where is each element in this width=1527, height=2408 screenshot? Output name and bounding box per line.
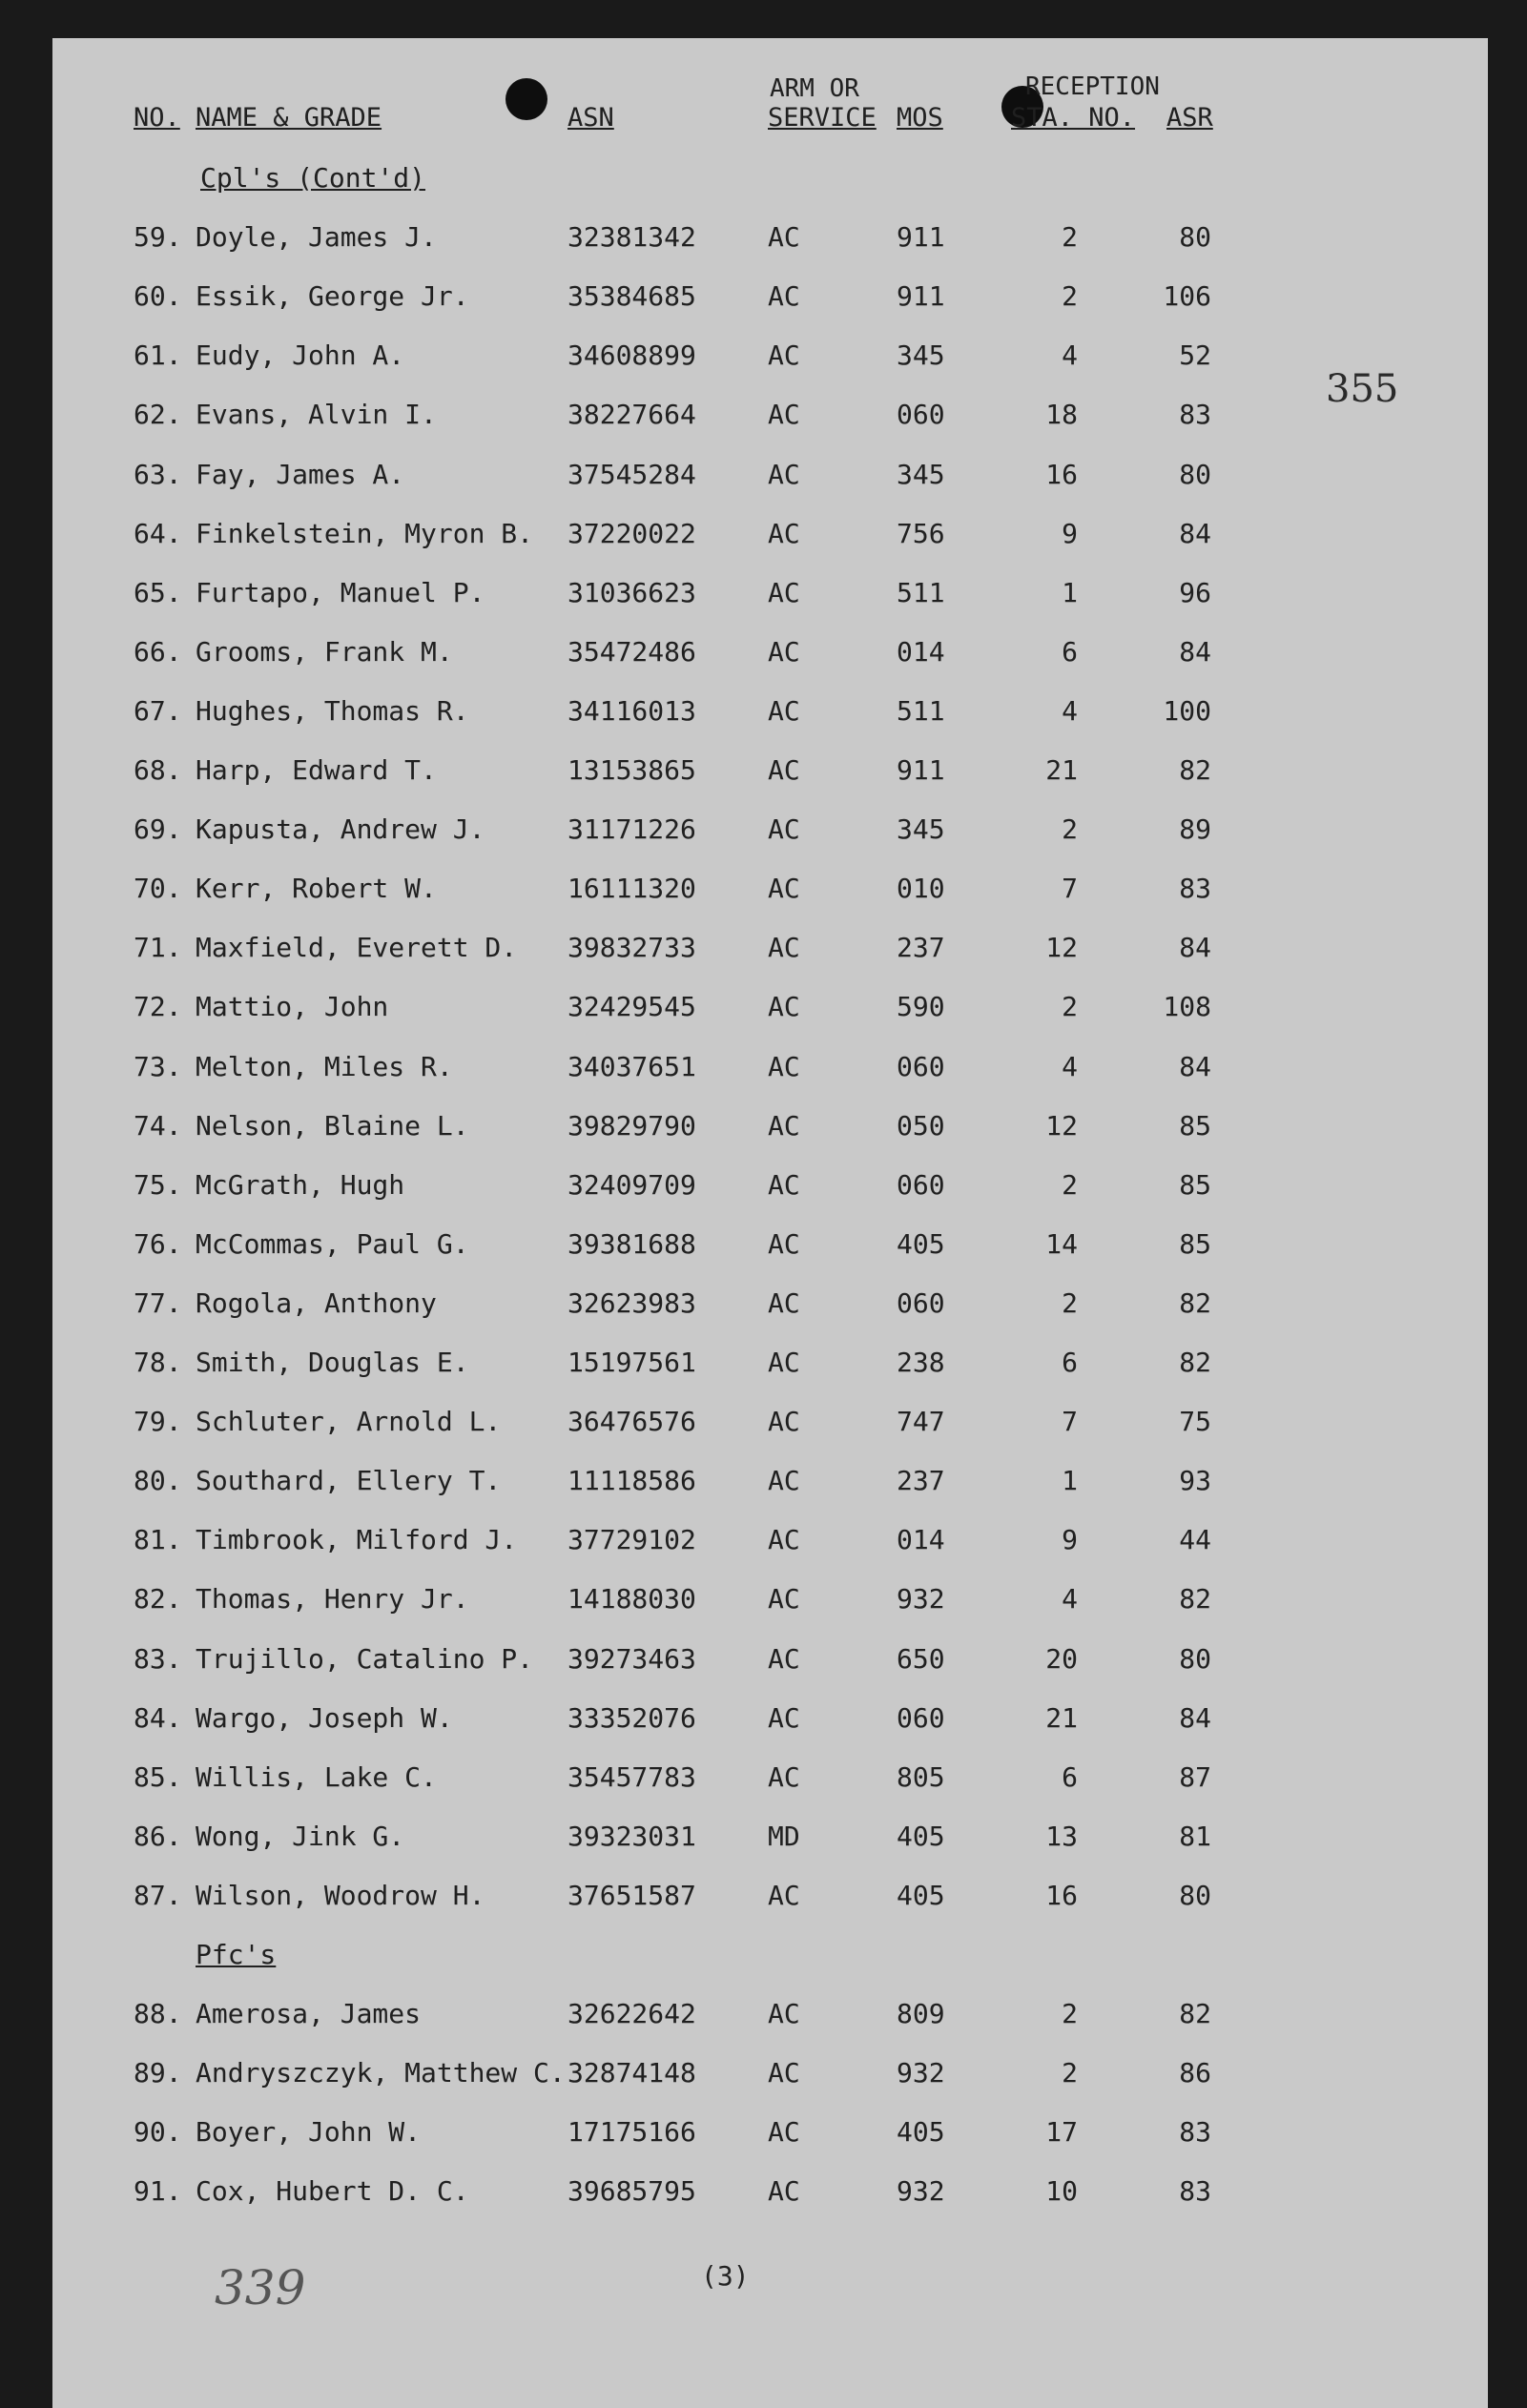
row-asn: 37545284 [567, 458, 696, 490]
row-asr: 85 [1179, 1109, 1211, 1142]
row-asr: 80 [1179, 458, 1211, 490]
row-asn: 15197561 [567, 1347, 696, 1378]
row-arm: AC [768, 1406, 800, 1438]
row-asr: 82 [1179, 1286, 1211, 1319]
row-name: Grooms, Frank M. [196, 635, 453, 668]
row-arm: AC [768, 1583, 800, 1616]
row-sta: 14 [1045, 1227, 1078, 1260]
row-arm: AC [768, 1465, 800, 1497]
row-name: Eudy, John A. [196, 340, 405, 372]
row-asr: 96 [1179, 576, 1211, 608]
row-name: Maxfield, Everett D. [196, 932, 518, 964]
row-mos: 809 [897, 1998, 945, 2030]
row-sta: 1 [1062, 1465, 1078, 1497]
row-mos: 237 [897, 1465, 945, 1497]
row-asn: 34116013 [567, 694, 696, 727]
row-no: 63. [134, 458, 182, 490]
row-sta: 4 [1062, 1583, 1078, 1616]
row-sta: 21 [1045, 754, 1078, 786]
row-mos: 405 [897, 1879, 945, 1911]
row-asn: 32381342 [567, 221, 696, 254]
row-arm: AC [768, 340, 800, 372]
row-name: Kapusta, Andrew J. [196, 813, 485, 846]
row-mos: 238 [897, 1347, 945, 1378]
row-no: 66. [134, 635, 182, 668]
row-sta: 12 [1045, 932, 1078, 964]
row-mos: 060 [897, 1050, 945, 1082]
row-asr: 80 [1179, 221, 1211, 254]
row-sta: 13 [1045, 1820, 1078, 1852]
row-arm: AC [768, 576, 800, 608]
row-arm: AC [768, 1109, 800, 1142]
row-sta: 20 [1045, 1642, 1078, 1675]
row-name: Amerosa, James [196, 1998, 422, 2030]
row-arm: AC [768, 517, 800, 549]
row-sta: 2 [1062, 1998, 1078, 2030]
row-asn: 31171226 [567, 813, 696, 846]
row-asn: 35457783 [567, 1760, 696, 1793]
row-arm: AC [768, 221, 800, 254]
row-name: Hughes, Thomas R. [196, 694, 469, 727]
row-no: 90. [134, 2116, 182, 2149]
row-arm: AC [768, 754, 800, 786]
row-mos: 014 [897, 1524, 945, 1556]
row-mos: 932 [897, 1583, 945, 1616]
row-no: 60. [134, 280, 182, 313]
row-asr: 85 [1179, 1168, 1211, 1201]
row-asr: 89 [1179, 813, 1211, 846]
header-sta-no: STA. NO. [1011, 103, 1136, 133]
row-no: 65. [134, 576, 182, 608]
row-sta: 17 [1045, 2116, 1078, 2149]
row-asr: 84 [1179, 1050, 1211, 1082]
row-no: 91. [134, 2175, 182, 2208]
row-asn: 14188030 [567, 1583, 696, 1616]
side-number: 355 [1326, 367, 1399, 411]
row-no: 79. [134, 1406, 182, 1438]
row-sta: 2 [1062, 221, 1078, 254]
row-no: 75. [134, 1168, 182, 1201]
row-mos: 060 [897, 1286, 945, 1319]
row-asr: 83 [1179, 2175, 1211, 2208]
row-asn: 32874148 [567, 2057, 696, 2089]
row-asn: 37220022 [567, 517, 696, 549]
row-asn: 39685795 [567, 2175, 696, 2208]
row-sta: 4 [1062, 694, 1078, 727]
row-asn: 13153865 [567, 754, 696, 786]
row-no: 76. [134, 1227, 182, 1260]
row-sta: 4 [1062, 340, 1078, 372]
row-name: Timbrook, Milford J. [196, 1524, 518, 1556]
row-name: Nelson, Blaine L. [196, 1109, 469, 1142]
row-mos: 590 [897, 991, 945, 1023]
row-asr: 81 [1179, 1820, 1211, 1852]
row-asn: 39832733 [567, 932, 696, 964]
row-asn: 17175166 [567, 2116, 696, 2149]
row-no: 67. [134, 694, 182, 727]
row-name: Wilson, Woodrow H. [196, 1879, 485, 1911]
row-name: Kerr, Robert W. [196, 873, 437, 905]
row-mos: 345 [897, 458, 945, 490]
row-asr: 80 [1179, 1879, 1211, 1911]
row-sta: 21 [1045, 1701, 1078, 1734]
row-asr: 44 [1179, 1524, 1211, 1556]
row-asr: 83 [1179, 873, 1211, 905]
row-asr: 83 [1179, 2116, 1211, 2149]
row-no: 68. [134, 754, 182, 786]
row-mos: 932 [897, 2057, 945, 2089]
row-name: Evans, Alvin I. [196, 399, 437, 431]
row-mos: 932 [897, 2175, 945, 2208]
row-mos: 060 [897, 1168, 945, 1201]
row-mos: 911 [897, 221, 945, 254]
row-name: Thomas, Henry Jr. [196, 1583, 469, 1616]
section-title: Pfc's [196, 1939, 277, 1970]
row-asr: 100 [1163, 694, 1211, 727]
row-mos: 747 [897, 1406, 945, 1438]
row-asr: 83 [1179, 399, 1211, 431]
row-arm: AC [768, 1642, 800, 1675]
row-sta: 7 [1062, 873, 1078, 905]
row-name: Wargo, Joseph W. [196, 1701, 453, 1734]
header-asr: ASR [1166, 103, 1213, 133]
row-arm: AC [768, 2057, 800, 2089]
row-no: 86. [134, 1820, 182, 1852]
row-asr: 87 [1179, 1760, 1211, 1793]
row-mos: 911 [897, 754, 945, 786]
row-no: 81. [134, 1524, 182, 1556]
row-arm: AC [768, 458, 800, 490]
row-no: 77. [134, 1286, 182, 1319]
row-no: 80. [134, 1465, 182, 1497]
row-no: 62. [134, 399, 182, 431]
row-asr: 82 [1179, 754, 1211, 786]
row-name: Doyle, James J. [196, 221, 437, 254]
row-asr: 84 [1179, 932, 1211, 964]
row-no: 85. [134, 1760, 182, 1793]
row-no: 64. [134, 517, 182, 549]
row-arm: AC [768, 1760, 800, 1793]
section-title: Cpl's (Cont'd) [200, 162, 426, 194]
row-mos: 911 [897, 280, 945, 313]
row-no: 59. [134, 221, 182, 254]
row-sta: 18 [1045, 399, 1078, 431]
row-mos: 405 [897, 1820, 945, 1852]
row-sta: 10 [1045, 2175, 1078, 2208]
row-asn: 33352076 [567, 1701, 696, 1734]
row-mos: 345 [897, 340, 945, 372]
row-name: Fay, James A. [196, 458, 405, 490]
row-asr: 75 [1179, 1406, 1211, 1438]
row-asr: 86 [1179, 2057, 1211, 2089]
header-no: NO. [134, 103, 180, 133]
row-no: 61. [134, 340, 182, 372]
row-asn: 32623983 [567, 1286, 696, 1319]
row-asn: 32429545 [567, 991, 696, 1023]
row-asn: 34608899 [567, 340, 696, 372]
row-arm: AC [768, 2175, 800, 2208]
row-no: 73. [134, 1050, 182, 1082]
row-mos: 405 [897, 2116, 945, 2149]
row-name: Schluter, Arnold L. [196, 1406, 502, 1438]
row-arm: AC [768, 1347, 800, 1378]
row-arm: AC [768, 1286, 800, 1319]
row-asn: 32622642 [567, 1998, 696, 2030]
row-arm: AC [768, 991, 800, 1023]
row-name: Melton, Miles R. [196, 1050, 453, 1082]
row-asn: 32409709 [567, 1168, 696, 1201]
row-name: Boyer, John W. [196, 2116, 422, 2149]
row-asn: 37651587 [567, 1879, 696, 1911]
row-arm: AC [768, 280, 800, 313]
row-name: Cox, Hubert D. C. [196, 2175, 469, 2208]
row-asn: 38227664 [567, 399, 696, 431]
row-no: 88. [134, 1998, 182, 2030]
header-name-grade: NAME & GRADE [196, 103, 382, 133]
row-no: 71. [134, 932, 182, 964]
row-mos: 345 [897, 813, 945, 846]
row-mos: 050 [897, 1109, 945, 1142]
row-mos: 805 [897, 1760, 945, 1793]
row-name: Southard, Ellery T. [196, 1465, 502, 1497]
row-sta: 16 [1045, 1879, 1078, 1911]
punch-hole [506, 78, 547, 120]
row-arm: AC [768, 873, 800, 905]
row-name: Andryszczyk, Matthew C. [196, 2057, 566, 2089]
row-sta: 6 [1062, 635, 1078, 668]
row-sta: 1 [1062, 576, 1078, 608]
row-asr: 82 [1179, 1998, 1211, 2030]
row-arm: MD [768, 1820, 800, 1852]
row-arm: AC [768, 1998, 800, 2030]
handwritten-number: 339 [215, 2260, 306, 2315]
row-sta: 2 [1062, 1286, 1078, 1319]
row-no: 82. [134, 1583, 182, 1616]
row-no: 83. [134, 1642, 182, 1675]
row-asn: 39829790 [567, 1109, 696, 1142]
row-asr: 52 [1179, 340, 1211, 372]
row-sta: 6 [1062, 1347, 1078, 1378]
row-asn: 36476576 [567, 1406, 696, 1438]
row-no: 84. [134, 1701, 182, 1734]
row-arm: AC [768, 1050, 800, 1082]
row-name: Rogola, Anthony [196, 1286, 437, 1319]
row-sta: 2 [1062, 991, 1078, 1023]
row-sta: 2 [1062, 2057, 1078, 2089]
row-no: 74. [134, 1109, 182, 1142]
row-arm: AC [768, 813, 800, 846]
document-page [52, 38, 1488, 2408]
row-asr: 84 [1179, 1701, 1211, 1734]
row-no: 89. [134, 2057, 182, 2089]
row-arm: AC [768, 1168, 800, 1201]
row-name: Mattio, John [196, 991, 389, 1023]
row-arm: AC [768, 1524, 800, 1556]
row-sta: 16 [1045, 458, 1078, 490]
row-asn: 34037651 [567, 1050, 696, 1082]
row-sta: 4 [1062, 1050, 1078, 1082]
row-asn: 39273463 [567, 1642, 696, 1675]
row-asr: 106 [1163, 280, 1211, 313]
row-sta: 9 [1062, 1524, 1078, 1556]
row-arm: AC [768, 1701, 800, 1734]
row-asn: 39381688 [567, 1227, 696, 1260]
row-sta: 2 [1062, 813, 1078, 846]
row-asr: 84 [1179, 517, 1211, 549]
row-mos: 060 [897, 1701, 945, 1734]
row-name: Willis, Lake C. [196, 1760, 437, 1793]
row-arm: AC [768, 1879, 800, 1911]
row-name: Wong, Jink G. [196, 1820, 405, 1852]
row-asn: 35472486 [567, 635, 696, 668]
row-sta: 6 [1062, 1760, 1078, 1793]
row-arm: AC [768, 2116, 800, 2149]
row-no: 72. [134, 991, 182, 1023]
row-sta: 7 [1062, 1406, 1078, 1438]
row-name: Essik, George Jr. [196, 280, 469, 313]
row-sta: 9 [1062, 517, 1078, 549]
row-arm: AC [768, 1227, 800, 1260]
row-asn: 11118586 [567, 1465, 696, 1497]
header-mos: MOS [897, 103, 943, 133]
row-mos: 650 [897, 1642, 945, 1675]
row-mos: 060 [897, 399, 945, 431]
row-mos: 014 [897, 635, 945, 668]
row-arm: AC [768, 635, 800, 668]
row-name: Furtapo, Manuel P. [196, 576, 485, 608]
row-no: 69. [134, 813, 182, 846]
header-reception: RECEPTION [1025, 72, 1160, 101]
header-arm-line1: ARM OR [770, 74, 859, 103]
row-mos: 237 [897, 932, 945, 964]
row-sta: 2 [1062, 1168, 1078, 1201]
row-sta: 2 [1062, 280, 1078, 313]
row-no: 70. [134, 873, 182, 905]
row-name: McCommas, Paul G. [196, 1227, 469, 1260]
row-asn: 16111320 [567, 873, 696, 905]
row-name: Trujillo, Catalino P. [196, 1642, 534, 1675]
row-mos: 405 [897, 1227, 945, 1260]
header-asn: ASN [567, 103, 614, 133]
row-no: 87. [134, 1879, 182, 1911]
page-number: (3) [701, 2260, 750, 2292]
row-mos: 511 [897, 576, 945, 608]
row-asr: 82 [1179, 1347, 1211, 1378]
row-asn: 39323031 [567, 1820, 696, 1852]
row-name: Smith, Douglas E. [196, 1347, 469, 1378]
row-asr: 84 [1179, 635, 1211, 668]
row-asr: 80 [1179, 1642, 1211, 1675]
row-arm: AC [768, 932, 800, 964]
row-name: McGrath, Hugh [196, 1168, 405, 1201]
row-mos: 010 [897, 873, 945, 905]
row-sta: 12 [1045, 1109, 1078, 1142]
row-name: Harp, Edward T. [196, 754, 437, 786]
row-asr: 108 [1163, 991, 1211, 1023]
row-no: 78. [134, 1347, 182, 1378]
row-asr: 85 [1179, 1227, 1211, 1260]
row-asn: 35384685 [567, 280, 696, 313]
row-asn: 37729102 [567, 1524, 696, 1556]
row-asr: 82 [1179, 1583, 1211, 1616]
row-arm: AC [768, 694, 800, 727]
header-arm-line2: SERVICE [768, 103, 877, 133]
row-name: Finkelstein, Myron B. [196, 517, 534, 549]
row-mos: 756 [897, 517, 945, 549]
row-asr: 93 [1179, 1465, 1211, 1497]
row-arm: AC [768, 399, 800, 431]
row-mos: 511 [897, 694, 945, 727]
row-asn: 31036623 [567, 576, 696, 608]
